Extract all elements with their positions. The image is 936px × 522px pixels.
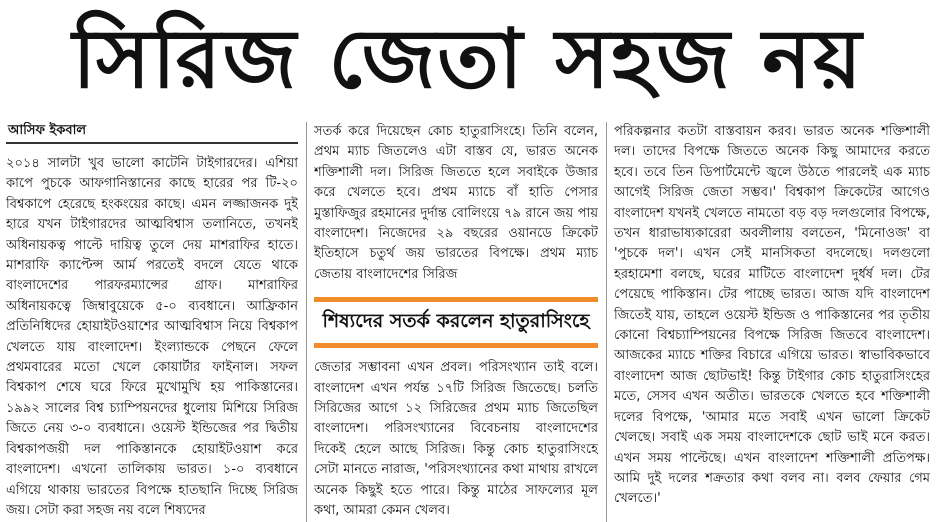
article-column-3 — [614, 122, 930, 522]
article-column-2 — [314, 122, 598, 522]
article-column-1 — [6, 122, 298, 522]
body-text-col3: পরিকল্পনার কতটা বাস্তবায়ন করব। ভারত অনেক শক্তিশালী দল। তাদের বিপক্ষে জিততে অনেক কিছু আমাদের করতে হবে। তবে তিন ডিপার্টমেন্টে জ্বলে উঠতে পারলেই এক ম্যাচ আগেই সিরিজ জেতা সম্ভব।' বিশ্বকাপ ক্রিকেটের আগেও বাংলাদেশ যখনই খেলতে নামতো বড় বড় দলগুলোর বিপক্ষে, তখন ধারাভাষ্যকারেরা অবলীলায় বলতেন, 'মিনোওজ' বা 'পুচকে দল'। এখন সেই মানসিকতা বদলেছে। দলগুলো হরহামেশা বলছে, ঘরের মাটিতে বাংলাদেশ দুর্ধর্ষ দল। টের পেয়েছে পাকিস্তান। টের পাচ্ছে ভারত। আজ যদি বাংলাদেশ জিতেই যায়, তাহলে ওয়েস্ট ইন্ডিজ ও পাকিস্তানের পর তৃতীয় কোনো বিশ্বচ্যাম্পিয়নের বিপক্ষে সিরিজ জিতবে বাংলাদেশ। আজকের ম্যাচে শক্তির বিচারে এগিয়ে ভারত। স্বাভাবিকভাবে বাংলাদেশ আজ ছোটভাই! কিন্তু টাইগার কোচ হাতুরাসিংহের মতে, সেসব এখন অতীত। ভারতকে খেলতে হবে শক্তিশালী দলের বিপক্ষে, 'আমার মতে সবাই এখন ভালো ক্রিকেট খেলছে। সবাই এক সময় বাংলাদেশকে ছোট ভাই মনে করত। এখন সময় পাল্টেছে। এখন বাংলাদেশ শক্তিশালী প্রতিপক্ষ। আমি দুই দলের শক্রতার কথা বলব না। বলব ফেয়ার গেম খেলতে।' — [614, 124, 930, 507]
body-text-col2-top: সতর্ক করে দিয়েছেন কোচ হাতুরাসিংহে। তিনি বলেন, প্রথম ম্যাচ জিতলেও এটা বাস্তব যে, ভারত অনেক শক্তিশালী দল। সিরিজ জিততে হলে সবাইকে উজার করে খেলতে হবে। প্রথম ম্যাচে বাঁ হাতি পেসার মুস্তাফিজুর রহমানের দুর্দান্ত বোলিংয়ে ৭৯ রানে জয় পায় বাংলাদেশ। নিজেদের ২৯ বছরের ওয়ানডে ক্রিকেট ইতিহাসে চতুর্থ জয় ভারতের বিপক্ষে। প্রথম ম্যাচ জেতায় বাংলাদেশের সিরিজ — [314, 124, 598, 282]
body-text-col1: ২০১৪ সালটা খুব ভালো কাটেনি টাইগারদের। এশিয়া কাপে পুচকে আফগানিস্তানের কাছে হারের পর টি-২০ বিশ্বকাপে হেরেছে হংকংয়ের কাছে। এমন লজ্জাজনক দুই হারে যখন টাইগারদের আত্মবিশ্বাস তলানিতে, তখনই অধিনায়কত্ব পাল্টে দায়িত্ব তুলে দেয় মাশরাফির হাতে। মাশরাফি ক্যাপ্টেন্স আর্ম পরতেই বদলে যেতে থাকে বাংলাদেশের পারফরম্যান্সের গ্রাফ। মাশরাফির অধিনায়কত্বে জিম্বাবুয়েকে ৫-০ ব্যবধানে। আফ্রিকান প্রতিনিধিদের হোয়াইটওয়াশের আত্মবিশ্বাস নিয়ে বিশ্বকাপ খেলতে যায় বাংলাদেশ। ইংল্যান্ডকে পেছনে ফেলে প্রথমবারের মতো খেলে কোয়ার্টার ফাইনাল। সফল বিশ্বকাপ শেষে ঘরে ফিরে মুখোমুখি হয় পাকিস্তানের। ১৯৯২ সালের বিশ্ব চ্যাম্পিয়নদের ধুলোয় মিশিয়ে সিরিজ জিতে নেয় ৩-০ ব্যবধানে। ওয়েস্ট ইন্ডিজের পর দ্বিতীয় বিশ্বকাপজয়ী দল পাকিস্তানকে হোয়াইটওয়াশ করে বাংলাদেশ। এখনো তালিকায় ভারত। ১-০ ব্যবধানে এগিয়ে থাকায় ভারতের বিপক্ষে হাতছানি দিচ্ছে সিরিজ জয়। সেটা করা সহজ নয় বলে শিষ্যদের — [6, 156, 298, 518]
headline: সিরিজ জেতা সহজ নয় — [72, 12, 864, 107]
byline: আসিফ ইকবাল — [6, 122, 298, 144]
column-divider — [606, 122, 607, 522]
body-text-col2-bottom: জেতার সম্ভাবনা এখন প্রবল। পরিসংখ্যান তাই বলে। বাংলাদেশ এখন পর্যন্ত ১৭টি সিরিজ জিতেছে। চলতি সিরিজের আগে ১২ সিরিজের প্রথম ম্যাচ জিতেছিল বাংলাদেশ। পরিসংখ্যানের বিবেচনায় বাংলাদেশের দিকেই হেলে আছে সিরিজ। কিন্তু কোচ হাতুরাসিংহে সেটা মানতে নারাজ, 'পরিসংখ্যানের কথা মাথায় রাখলে অনেক কিছুই হতে পারে। কিন্তু মাঠের সাফল্যের মূল কথা, আমরা কেমন খেলব। — [314, 360, 598, 519]
column-divider — [306, 122, 307, 522]
subheadline: শিষ্যদের সতর্ক করলেন হাতুরাসিংহে — [314, 297, 598, 348]
